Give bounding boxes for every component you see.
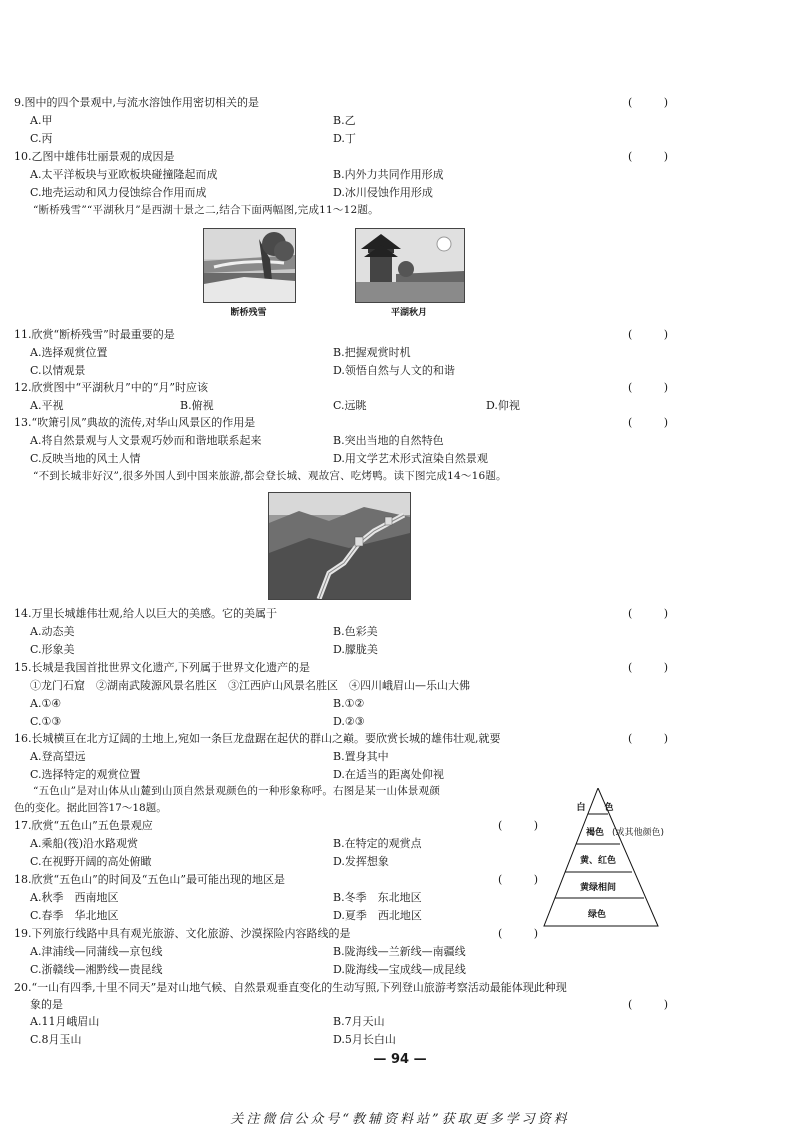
question-20: 20.“一山有四季,十里不同天”是对山地气候、自然景观垂直变化的生动写照,下列登山旅游考察活动最能体现此种现 <box>14 981 567 994</box>
label-green: 绿色 <box>587 910 606 920</box>
question-13: 13.“吹箫引凤”典故的流传,对华山风景区的作用是 <box>14 416 256 429</box>
option-a: A.乘船(筏)沿水路观赏 <box>30 837 139 850</box>
option-b: B.乙 <box>333 114 356 127</box>
answer-bracket: ( ) <box>628 998 668 1011</box>
label-white: 白 <box>576 803 586 813</box>
great-wall-photo <box>268 492 411 600</box>
option-c: C.丙 <box>30 132 53 145</box>
label-brown-note: (或其他颜色) <box>611 828 665 838</box>
autumn-moon-photo <box>355 228 465 303</box>
answer-bracket: ( ) <box>628 328 668 341</box>
answer-bracket: ( ) <box>498 819 538 832</box>
label-brown: 褐色 <box>585 828 604 838</box>
question-12: 12.欣赏图中“平湖秋月”中的“月”时应该 <box>14 381 208 394</box>
option-c: C.浙赣线—湘黔线—贵昆线 <box>30 963 163 976</box>
option-c: C.选择特定的观赏位置 <box>30 768 141 781</box>
option-d: D.领悟自然与人文的和谐 <box>333 364 455 377</box>
question-9: 9.图中的四个景观中,与流水溶蚀作用密切相关的是 <box>14 96 259 109</box>
option-b: B.在特定的观赏点 <box>333 837 422 850</box>
option-d: D.②③ <box>333 715 365 728</box>
label-color: 色 <box>604 803 614 813</box>
option-d: D.冰川侵蚀作用形成 <box>333 186 433 199</box>
option-c: C.春季 华北地区 <box>30 909 119 922</box>
option-a: A.11月峨眉山 <box>30 1015 100 1028</box>
option-a: A.登高望远 <box>30 750 86 763</box>
option-a: A.秋季 西南地区 <box>30 891 119 904</box>
option-d: D.在适当的距离处仰视 <box>333 768 444 781</box>
option-b: B.陇海线—兰新线—南疆线 <box>333 945 466 958</box>
option-b: B.俯视 <box>180 399 214 412</box>
option-c: C.地壳运动和风力侵蚀综合作用而成 <box>30 186 207 199</box>
option-b: B.①② <box>333 697 365 710</box>
option-d: D.发挥想象 <box>333 855 389 868</box>
option-b: B.把握观赏时机 <box>333 346 411 359</box>
photo-caption-left: 断桥残雪 <box>230 308 267 318</box>
option-d: D.用文学艺术形式渲染自然景观 <box>333 452 488 465</box>
answer-bracket: ( ) <box>628 661 668 674</box>
footer-note: 关注微信公众号“教辅资料站”获取更多学习资料 <box>230 1112 570 1127</box>
option-d: D.5月长白山 <box>333 1033 396 1046</box>
option-b: B.色彩美 <box>333 625 378 638</box>
question-16: 16.长城横亘在北方辽阔的土地上,宛如一条巨龙盘踞在起伏的群山之巅。要欣赏长城的雄伟壮观,就要 <box>14 732 501 745</box>
option-a: A.①④ <box>30 697 62 710</box>
option-d: D.朦胧美 <box>333 643 378 656</box>
broken-bridge-photo <box>203 228 296 303</box>
question-19: 19.下列旅行线路中具有观光旅游、文化旅游、沙漠探险内容路线的是 <box>14 927 351 940</box>
option-a: A.选择观赏位置 <box>30 346 108 359</box>
option-a: A.将自然景观与人文景观巧妙而和谐地联系起来 <box>30 434 262 447</box>
page-number: — 94 — <box>373 1052 427 1067</box>
answer-bracket: ( ) <box>628 96 668 109</box>
question-18: 18.欣赏“五色山”的时间及“五色山”最可能出现的地区是 <box>14 873 285 886</box>
question-14: 14.万里长城雄伟壮观,给人以巨大的美感。它的美属于 <box>14 607 277 620</box>
option-a: A.太平洋板块与亚欧板块碰撞隆起而成 <box>30 168 218 181</box>
answer-bracket: ( ) <box>628 732 668 745</box>
answer-bracket: ( ) <box>628 381 668 394</box>
intro-text: “不到长城非好汉”,很多外国人到中国来旅游,都会登长城、观故宫、吃烤鸭。读下图完成14～16题。 <box>33 470 507 482</box>
intro-text: “断桥残雪”“平湖秋月”是西湖十景之二,结合下面两幅图,完成11～12题。 <box>33 204 379 216</box>
option-d: D.仰视 <box>486 399 520 412</box>
option-c: C.8月玉山 <box>30 1033 82 1046</box>
intro-text: “五色山”是对山体从山麓到山顶自然景观颜色的一种形象称呼。右图是某一山体景观颜 <box>33 785 441 797</box>
option-c: C.在视野开阔的高处俯瞰 <box>30 855 152 868</box>
option-c: C.以情观景 <box>30 364 86 377</box>
option-a: A.甲 <box>30 114 53 127</box>
answer-bracket: ( ) <box>498 927 538 940</box>
photo-caption-right: 平湖秋月 <box>390 308 427 318</box>
question-17: 17.欣赏“五色山”五色景观应 <box>14 819 153 832</box>
option-d: D.丁 <box>333 132 356 145</box>
option-c: C.反映当地的风土人情 <box>30 452 141 465</box>
label-yellow-green: 黄绿相间 <box>579 883 616 893</box>
option-b: B.突出当地的自然特色 <box>333 434 444 447</box>
option-c: C.①③ <box>30 715 62 728</box>
option-a: A.津浦线—同蒲线—京包线 <box>30 945 163 958</box>
answer-bracket: ( ) <box>628 607 668 620</box>
question-15: 15.长城是我国首批世界文化遗产,下列属于世界文化遗产的是 <box>14 661 310 674</box>
option-c: C.形象美 <box>30 643 75 656</box>
intro-text-cont: 色的变化。据此回答17～18题。 <box>14 802 167 814</box>
answer-bracket: ( ) <box>628 416 668 429</box>
option-d: D.陇海线—宝成线—成昆线 <box>333 963 466 976</box>
option-b: B.冬季 东北地区 <box>333 891 422 904</box>
question-20-cont: 象的是 <box>30 998 63 1011</box>
option-b: B.7月天山 <box>333 1015 385 1028</box>
option-a: A.动态美 <box>30 625 75 638</box>
five-color-mountain-diagram <box>540 788 670 928</box>
question-10: 10.乙图中雄伟壮丽景观的成因是 <box>14 150 175 163</box>
option-c: C.远眺 <box>333 399 367 412</box>
option-a: A.平视 <box>30 399 64 412</box>
question-15-items: ①龙门石窟 ②湖南武陵源风景名胜区 ③江西庐山风景名胜区 ④四川峨眉山—乐山大佛 <box>30 679 470 692</box>
answer-bracket: ( ) <box>498 873 538 886</box>
question-11: 11.欣赏“断桥残雪”时最重要的是 <box>14 328 175 341</box>
answer-bracket: ( ) <box>628 150 668 163</box>
option-b: B.内外力共同作用形成 <box>333 168 444 181</box>
option-b: B.置身其中 <box>333 750 389 763</box>
label-yellow-red: 黄、红色 <box>579 856 616 866</box>
option-d: D.夏季 西北地区 <box>333 909 422 922</box>
